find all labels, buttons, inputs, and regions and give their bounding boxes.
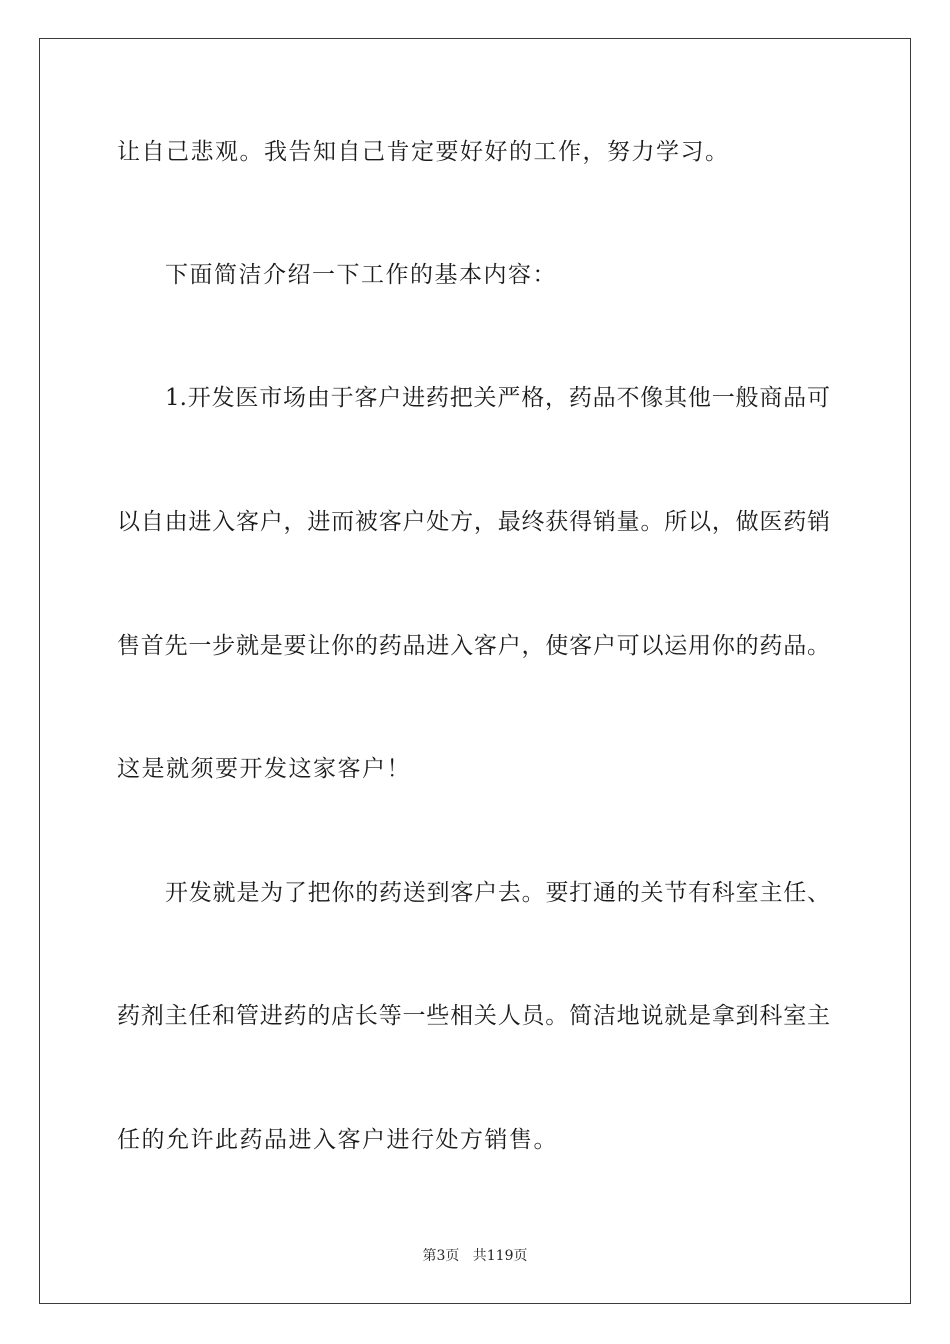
paragraph-line-6: 这是就须要开发这家客户！ [117, 756, 411, 782]
page-border [39, 38, 911, 1304]
paragraph-line-2: 下面简洁介绍一下工作的基本内容： [165, 262, 557, 288]
paragraph-line-9: 任的允许此药品进入客户进行处方销售。 [117, 1127, 558, 1153]
paragraph-line-8: 药剂主任和管进药的店长等一些相关人员。简洁地说就是拿到科室主 [117, 1003, 830, 1029]
paragraph-line-7: 开发就是为了把你的药送到客户去。要打通的关节有科室主任、 [165, 880, 830, 906]
paragraph-line-4: 以自由进入客户，进而被客户处方，最终获得销量。所以，做医药销 [117, 509, 830, 535]
paragraph-line-3: 1.开发医市场由于客户进药把关严格，药品不像其他一般商品可 [165, 385, 830, 411]
paragraph-line-5: 售首先一步就是要让你的药品进入客户，使客户可以运用你的药品。 [117, 633, 830, 659]
paragraph-line-1: 让自己悲观。我告知自己肯定要好好的工作，努力学习。 [117, 139, 730, 165]
page-number-footer: 第3页 共119页 [422, 1248, 528, 1264]
